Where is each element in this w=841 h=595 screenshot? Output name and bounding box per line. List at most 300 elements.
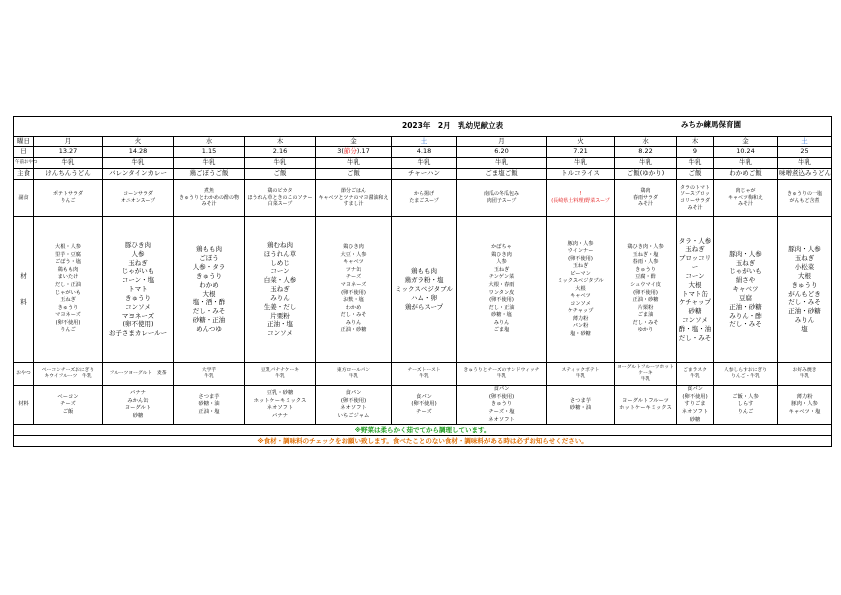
text-line: 豆乳バナナケーキ (260, 367, 300, 373)
snack-materials-row-cell (103, 386, 174, 425)
text-line: 大豆・人参 (340, 251, 367, 258)
text-line: キャベツ (570, 293, 591, 300)
text-line: お好み焼き (792, 367, 817, 373)
drink-row-cell: 牛乳 (457, 158, 547, 169)
text-line: ネオソフト (681, 409, 709, 416)
text-line: 小松菜 (794, 263, 815, 272)
text-line: 玉ねぎ (685, 245, 705, 254)
text-line: 豆腐・酢 (635, 274, 656, 281)
text-line: ワンタン皮 (488, 289, 515, 296)
text-line: 鶏ひき肉 (343, 244, 364, 251)
text-line: 人参・タラ (192, 263, 226, 272)
text-line: さつま芋 (198, 393, 220, 400)
materials-row-cell (714, 217, 778, 363)
text-line: コーン・塩 (121, 276, 155, 285)
text-line: だし・みそ (340, 312, 367, 319)
row-label: 主食 (14, 169, 34, 180)
text-line: 豚肉・人参 (791, 401, 818, 408)
text-line: チーズトースト (407, 367, 441, 373)
side-row-cell (103, 180, 174, 217)
text-line: ネオソフト (340, 405, 367, 412)
text-line: 豚ひき肉 (125, 240, 151, 249)
materials-row-cell (392, 217, 457, 363)
text-line: わかめ (199, 280, 219, 289)
text-line: みりん (493, 319, 510, 326)
dow-row-cell: 木 (245, 137, 316, 147)
dow-row-cell: 水 (174, 137, 245, 147)
text-line: りんご (737, 409, 754, 416)
text-line: キャベツ (343, 259, 364, 266)
text-line: 豆乳・砂糖 (266, 389, 294, 396)
text-line: 塩・砂糖 (570, 330, 591, 337)
text-line: 砂糖 (132, 412, 144, 419)
row-label: 曜日 (14, 137, 34, 147)
text-line: じゃがいも (121, 267, 155, 276)
row-label: 午前おやつ (14, 158, 34, 169)
materials-row-cell (778, 217, 832, 363)
text-line: みりん (794, 315, 815, 324)
text-line: ごま塩 (493, 327, 510, 334)
text-line: 正油・塩 (267, 320, 293, 329)
text-line: 牛乳 (640, 377, 651, 383)
text-line: 砂糖・油 (198, 401, 220, 408)
snack-materials-row (14, 386, 832, 425)
date-row-cell: 1.15 (174, 147, 245, 158)
text-line: しめじ (270, 258, 290, 267)
text-line: だし・正油 (488, 304, 515, 311)
side-row-cell (714, 180, 778, 217)
text-line: 豆腐 (739, 293, 752, 302)
side-dish: すまし汁 (343, 201, 364, 208)
materials-row-cell (174, 217, 245, 363)
vegetable-note: ※野菜は柔らかく茹でてから調理しています。 (14, 425, 832, 436)
drink-row-cell: 牛乳 (547, 158, 615, 169)
main-row (14, 169, 832, 180)
side-dish: キャベツ梅和え (727, 194, 763, 201)
snack-materials-row-cell (677, 386, 714, 425)
check-note: ※食材・調味料のチェックをお願い致します。食べたことのない食材・調味料がある時は必ずお知らせください。 (14, 436, 832, 447)
date-row-cell: 13.27 (34, 147, 103, 158)
snack-row-cell (778, 363, 832, 386)
text-line: 薄力粉 (796, 393, 813, 400)
text-line: 人参しらすおにぎり (723, 367, 768, 373)
text-line: だし・みそ (678, 333, 712, 342)
side-dish: コーンサラダ (123, 191, 153, 198)
snack-row-cell (103, 363, 174, 386)
text-line: 大根・人参 (55, 244, 81, 251)
text-line: 鶏むね肉 (267, 240, 293, 249)
text-line: 正油・砂糖 (632, 297, 659, 304)
materials-row-cell (245, 217, 316, 363)
side-row-cell (316, 180, 392, 217)
materials-label-b: 料 (20, 298, 27, 307)
side-dish: 南瓜の冬瓜包み (483, 191, 519, 198)
text-line: ピーマン (570, 270, 591, 277)
side-row-cell (547, 180, 615, 217)
text-line: 鶏ひき肉 (491, 251, 512, 258)
side-dish: オニオンスープ (120, 198, 156, 204)
text-line: ブロッコリー (678, 254, 712, 272)
text-line: ごぼう・塩 (55, 259, 81, 266)
text-line: キャベツ・塩 (788, 409, 821, 416)
text-line: トマト缶 (682, 289, 708, 298)
materials-row-cell (34, 217, 103, 363)
text-line: (卵不使用) (122, 320, 154, 329)
text-line: 里芋・豆腐 (55, 251, 81, 258)
text-line: 食パン (416, 393, 432, 400)
text-line: めんつゆ (196, 324, 222, 333)
side-dish: 煮魚 (203, 187, 214, 194)
text-line: じゃがいも (55, 289, 81, 296)
text-line: きゅうり (57, 304, 79, 311)
text-line: スティックポテト (561, 367, 600, 373)
drink-row-cell: 牛乳 (392, 158, 457, 169)
text-line: チーズ (60, 401, 76, 408)
text-line: 牛乳 (348, 374, 359, 379)
text-line: ホットケーキミックス (253, 397, 307, 404)
text-line: 白菜・人参 (263, 276, 297, 285)
main-row-cell: ご飯 (677, 169, 714, 180)
text-line: ツナ缶 (345, 266, 362, 273)
drink-row-cell: 牛乳 (778, 158, 832, 169)
text-line: だし・正油 (55, 281, 81, 288)
snack-materials-row-cell (778, 386, 832, 425)
text-line: 鶏もも肉 (411, 267, 437, 276)
text-line: (卵不使用) (488, 393, 515, 400)
text-line: ケチャップ (678, 298, 712, 307)
text-line: みりん・酢 (729, 311, 762, 320)
dow-row-cell: 金 (714, 137, 778, 147)
text-line: 鶏がらスープ (404, 302, 444, 311)
snack-materials-row-cell (457, 386, 547, 425)
text-line: 東方ロールパン (336, 367, 371, 373)
text-line: (卵不使用) (341, 289, 366, 296)
text-line: 牛乳 (690, 374, 700, 379)
text-line: りんご・牛乳 (731, 374, 760, 379)
side-dish: キャベツとツナのマヨ醤油和え (318, 194, 389, 201)
side-row-cell (457, 180, 547, 217)
text-line: 大根 (575, 285, 586, 292)
materials-label-a: 材 (20, 271, 27, 280)
text-line: ゆかり (637, 327, 654, 334)
text-line: 塩 (801, 324, 808, 333)
row-label: 材料 (14, 386, 34, 425)
text-line: コンソメ (570, 300, 591, 307)
row-label: 副食 (14, 180, 34, 217)
text-line: 鶏もも肉 (57, 266, 79, 273)
text-line: (卵不使用) (568, 255, 593, 262)
side-row-cell (677, 180, 714, 217)
text-line: 玉ねぎ・塩 (632, 251, 659, 258)
side-row-cell (245, 180, 316, 217)
text-line: ヨーグルトフルーツ (622, 397, 669, 404)
text-line: だし・みそ (788, 298, 821, 307)
row-label: おやつ (14, 363, 34, 386)
dow-row (14, 137, 832, 147)
date-row-cell: 6.20 (457, 147, 547, 158)
date-row (14, 147, 832, 158)
text-line: ミックスベジタブル (557, 278, 604, 285)
text-line: 玉ねぎ (128, 258, 148, 267)
drink-row (14, 158, 832, 169)
text-line: バナナ (130, 389, 146, 396)
snack-row-cell (174, 363, 245, 386)
text-line: 片栗粉 (637, 304, 654, 311)
text-line: バナナ (272, 412, 288, 419)
dow-row-cell: 木 (677, 137, 714, 147)
text-line: ベーコン (57, 393, 79, 400)
snack-row-cell (34, 363, 103, 386)
text-line: チーズ (416, 409, 432, 416)
text-line: 豚肉・人参 (729, 249, 762, 258)
main-row-cell: 味噌煮込みうどん (778, 169, 832, 180)
text-line: かぼちゃ (491, 244, 512, 251)
menu-sheet (13, 116, 831, 447)
text-line: がんもどき (788, 289, 821, 298)
snack-materials-row-cell (174, 386, 245, 425)
text-line: 春雨・人参 (632, 259, 659, 266)
side-dish: 肉じゃが (735, 187, 756, 194)
text-line: 正油・塩 (198, 409, 220, 416)
text-line: 玉ねぎ (794, 254, 815, 263)
text-line: 玉ねぎ (735, 258, 756, 267)
text-line: 玉ねぎ (270, 285, 290, 294)
text-line: 正油・砂糖 (729, 302, 762, 311)
text-line: ご飯・人参 (732, 393, 759, 400)
text-line: みりん (270, 293, 290, 302)
text-line: (卵不使用) (340, 397, 367, 404)
materials-row (14, 217, 832, 363)
drink-row-cell: 牛乳 (245, 158, 316, 169)
text-line: ほうれん草 (263, 249, 297, 258)
text-line: 玉ねぎ (60, 297, 76, 304)
text-line: 牛乳 (204, 374, 214, 379)
text-line: 人参 (131, 249, 145, 258)
text-line: ミックスベジタブル (395, 285, 453, 294)
text-line: だし・みそ (632, 319, 659, 326)
dow-row-cell: 土 (778, 137, 832, 147)
side-row-cell (174, 180, 245, 217)
text-line: 玉ねぎ (493, 266, 510, 273)
side-row-cell (778, 180, 832, 217)
text-line: さつま芋 (569, 397, 592, 404)
side-dish: 白菜スープ (267, 201, 293, 208)
snack-row-cell (245, 363, 316, 386)
snack-materials-row-cell (34, 386, 103, 425)
text-line: ハム・卵 (411, 293, 437, 302)
text-line: お子さまカレールー (108, 329, 168, 338)
text-line: 絹さや (735, 276, 756, 285)
snack-materials-row-cell (245, 386, 316, 425)
dow-row-cell: 金 (316, 137, 392, 147)
text-line: きゅうり (635, 266, 656, 273)
text-line: 鶏ガラ粉・塩 (404, 276, 444, 285)
text-line: キャベツ (732, 285, 759, 294)
main-row-cell: けんちんうどん (34, 169, 103, 180)
side-dish: (長崎県土料理)野菜スープ (551, 198, 610, 204)
side-dish: 節分ごはん (340, 187, 366, 194)
text-line: お麩・塩 (343, 297, 364, 304)
side-dish: ほうれん草ときのこのソテー (247, 194, 313, 201)
text-line: コンソメ (682, 315, 708, 324)
main-row-cell: 鶏ごぼうご飯 (174, 169, 245, 180)
text-line: マヨネーズ (340, 281, 367, 288)
text-line: 牛乳 (496, 374, 507, 379)
materials-row-cell (547, 217, 615, 363)
text-line: じゃがいも (729, 267, 762, 276)
date-row-cell (316, 147, 392, 158)
dow-row-cell: 土 (392, 137, 457, 147)
text-line: 塩・酒・酢 (192, 298, 226, 307)
text-line: すりごま (684, 401, 706, 408)
page-title: 2023年 2月 乳幼児献立表 (402, 121, 504, 131)
main-row-cell: ご飯(ゆかり) (615, 169, 677, 180)
side-dish: タラのトマトソースブロッコリーサラダ (679, 184, 710, 204)
text-line: 大根 (202, 289, 216, 298)
note-row-2 (14, 436, 832, 447)
text-line: ヨーグルトフルーツホットケーキ (617, 364, 674, 376)
materials-row-cell (316, 217, 392, 363)
side-dish: きゅうりとわかめの酢の物 (178, 194, 239, 201)
text-line: 薄力粉 (572, 315, 589, 322)
side-row-cell (34, 180, 103, 217)
text-line: フルーツヨーグルト 麦茶 (109, 370, 167, 376)
text-line: 食パン (493, 386, 510, 392)
side-dish: ! (579, 191, 582, 198)
snack-row-cell (677, 363, 714, 386)
text-line: 食パン (345, 389, 362, 396)
text-line: チーズ・塩 (488, 409, 515, 416)
row-label (14, 217, 34, 363)
text-line: 人参 (496, 259, 507, 266)
text-line: 大根・春雨 (488, 281, 515, 288)
text-line: きゅうり (196, 271, 222, 280)
text-line: チーズ (345, 274, 362, 281)
text-line: (卵不使用) (411, 401, 437, 408)
text-line: 砂糖・油 (569, 405, 592, 412)
dow-row-cell: 月 (457, 137, 547, 147)
drink-row-cell: 牛乳 (714, 158, 778, 169)
drink-row-cell: 牛乳 (316, 158, 392, 169)
text-line: キウイフルーツ 牛乳 (44, 374, 92, 379)
text-line: マヨネーズ (121, 311, 155, 320)
snack-row-cell (457, 363, 547, 386)
dow-row-cell: 月 (34, 137, 103, 147)
main-row-cell: ご飯 (316, 169, 392, 180)
side-dish: きゅうりの一塩 (787, 191, 823, 198)
text-line: 玉ねぎ (572, 263, 589, 270)
text-line: 砂糖・塩 (491, 312, 512, 319)
text-line: まいたけ (57, 274, 79, 281)
text-line: 片栗粉 (270, 311, 290, 320)
side-dish: りんご (60, 198, 76, 204)
menu-table (13, 116, 832, 447)
text-line: 酢・塩・油 (678, 324, 712, 333)
side-row-cell (392, 180, 457, 217)
side-dish: みそ汁 (737, 201, 753, 208)
title-row (14, 117, 832, 137)
date-row-cell: 9 (677, 147, 714, 158)
text-line: 牛乳 (419, 374, 429, 379)
text-line: りんご (60, 327, 76, 334)
side-dish: 春雨サラダ (633, 194, 658, 201)
text-line: 牛乳 (275, 374, 285, 379)
text-line: コンソメ (267, 329, 293, 338)
text-line: いちごジャム (337, 412, 370, 419)
snack-row (14, 363, 832, 386)
text-line: ウインナー (567, 248, 594, 255)
side-dish: から揚げ (413, 191, 434, 198)
text-line: ヨーグルト (124, 405, 152, 412)
text-line: だし・みそ (192, 307, 226, 316)
text-line: パン粉 (572, 323, 589, 330)
text-line: 正油・砂糖 (340, 327, 367, 334)
drink-row-cell: 牛乳 (677, 158, 714, 169)
text-line: (卵不使用) (633, 289, 658, 296)
side-dish: 鶏のピカタ (267, 187, 293, 194)
text-line: 鶏ひき肉・人参 (627, 244, 664, 251)
text-line: 大学芋 (201, 367, 217, 373)
text-line: 鶏もも肉 (196, 245, 222, 254)
main-row-cell: ごま塩ご飯 (457, 169, 547, 180)
text-line: 豚肉・人参 (567, 240, 594, 247)
text-line: ホットケーキミックス (619, 405, 672, 412)
text-line: (卵不使用) (682, 393, 708, 400)
text-line: 大根 (688, 280, 702, 289)
drink-row-cell: 牛乳 (615, 158, 677, 169)
text-line: トマト (128, 285, 148, 294)
text-line: だし・みそ (729, 320, 762, 329)
date-row-cell: 25 (778, 147, 832, 158)
text-line: シュウマイ皮 (630, 281, 661, 288)
side-dish: ポテトサラダ (53, 191, 83, 198)
text-line: きゅうり (490, 401, 513, 408)
date-row-cell: 10.24 (714, 147, 778, 158)
text-line: 牛乳 (799, 374, 810, 379)
snack-materials-row-cell (547, 386, 615, 425)
text-line: ごぼう (199, 254, 219, 263)
text-line: 食パン (687, 386, 703, 392)
materials-row-cell (677, 217, 714, 363)
text-line: ケチャップ (567, 308, 594, 315)
note-row-1 (14, 425, 832, 436)
side-dish: みそ汁 (687, 204, 703, 211)
text-line: しらす (737, 401, 754, 408)
text-line: わかめ (345, 304, 362, 311)
date-row-cell: 8.22 (615, 147, 677, 158)
text-line: 生姜・だし (263, 302, 297, 311)
main-row-cell: チャーハン (392, 169, 457, 180)
text-line: コーン (270, 267, 290, 276)
text-line: きゅうり (791, 280, 818, 289)
side-dish: 肉団子スープ (486, 198, 517, 204)
text-line: みりん (345, 319, 362, 326)
text-line: みかん缶 (127, 397, 149, 404)
text-line: 砂糖 (689, 416, 701, 423)
drink-row-cell: 牛乳 (174, 158, 245, 169)
text-line: ネオソフト (266, 405, 294, 412)
text-line: 牛乳 (575, 374, 586, 379)
text-line: 大根 (798, 271, 812, 280)
side-dish: みそ汁 (637, 201, 653, 208)
date-text: 3(節分).17 (337, 147, 370, 156)
text-line: きゅうりとチーズのサンドウィッチ (463, 367, 540, 373)
drink-row-cell: 牛乳 (103, 158, 174, 169)
date-row-cell: 7.21 (547, 147, 615, 158)
materials-row-cell (457, 217, 547, 363)
side-row-cell (615, 180, 677, 217)
text-line: タラ・人参 (678, 236, 712, 245)
